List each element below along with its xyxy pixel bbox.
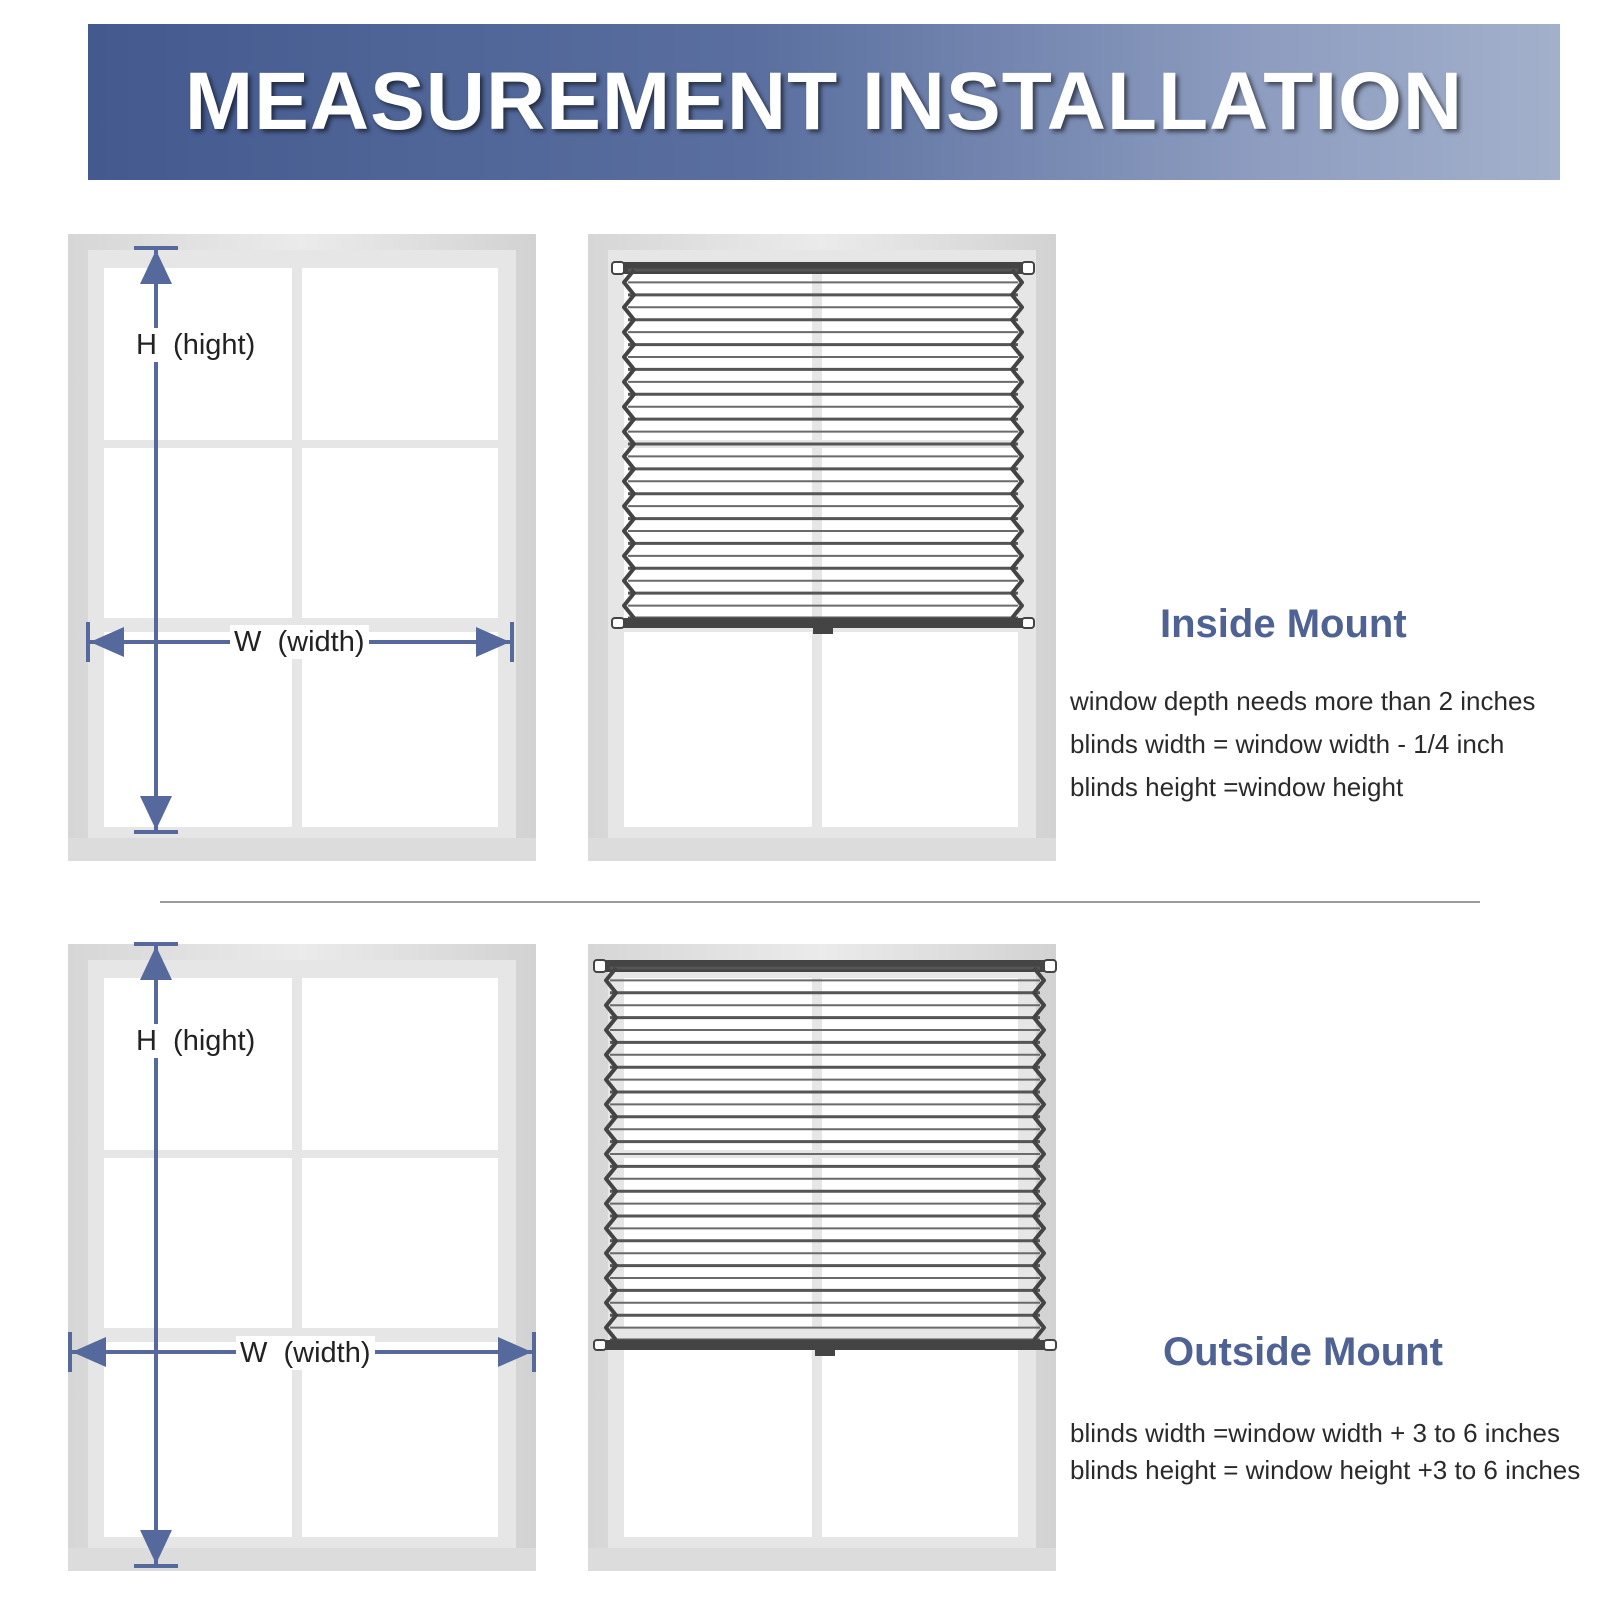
height-label-inside: H (hight) bbox=[132, 328, 259, 362]
width-label-outside: W (width) bbox=[236, 1336, 375, 1370]
inside-blind-headrail bbox=[618, 262, 1028, 274]
outside-blind-headrail bbox=[600, 960, 1050, 972]
inside-spec-height: blinds height =window height bbox=[1070, 772, 1404, 802]
window-inside-blind bbox=[588, 234, 1056, 861]
outside-mount-title: Outside Mount bbox=[1163, 1330, 1443, 1374]
section-divider bbox=[160, 901, 1480, 903]
inside-spec-width: blinds width = window width - 1/4 inch bbox=[1070, 729, 1505, 759]
outside-spec-height: blinds height = window height +3 to 6 inches bbox=[1070, 1455, 1581, 1485]
width-label-inside: W (width) bbox=[230, 625, 369, 659]
inside-spec-depth: window depth needs more than 2 inches bbox=[1070, 686, 1536, 716]
inside-mount-title: Inside Mount bbox=[1160, 602, 1407, 646]
outside-spec-width: blinds width =window width + 3 to 6 inches bbox=[1070, 1418, 1560, 1448]
banner-title: MEASUREMENT INSTALLATION bbox=[184, 56, 1464, 147]
height-label-outside: H (hight) bbox=[132, 1024, 259, 1058]
window-outside-blind bbox=[588, 944, 1056, 1571]
